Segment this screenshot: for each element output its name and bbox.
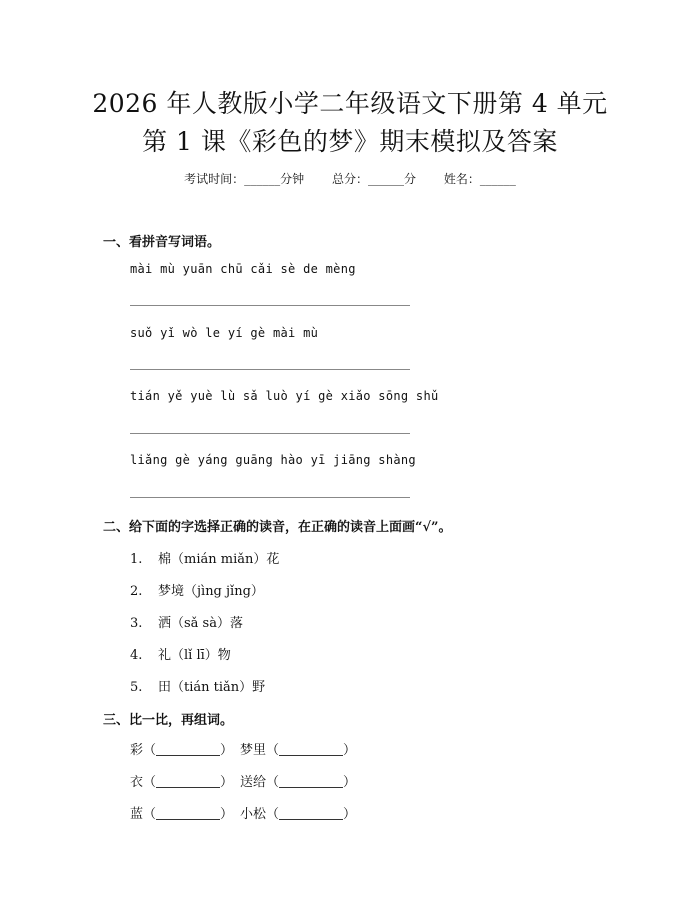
reading-choice-item[interactable] [130, 612, 243, 631]
open-paren: （ [266, 743, 280, 758]
close-paren: ） [220, 743, 234, 758]
open-paren: （ [266, 807, 280, 822]
close-paren: ） [343, 775, 357, 790]
pinyin-item-1: mài mù yuān chū cǎi sè de mèng [130, 262, 356, 276]
answer-line-1[interactable] [130, 305, 410, 306]
section-3-heading: 三、比一比，再组词。 [103, 713, 234, 728]
page-title-line-1: 2026 年人教版小学二年级语文下册第 4 单元 [92, 89, 608, 118]
word-blank[interactable] [279, 742, 343, 756]
compare-word-right [240, 739, 356, 758]
pinyin-item-4: liǎng gè yáng guāng hào yī jiāng shàng [130, 453, 416, 467]
char-label: 蓝 [130, 807, 144, 822]
item-number: 1. [130, 552, 143, 567]
reading-choice-item[interactable] [130, 580, 264, 599]
item-number: 2. [130, 584, 143, 599]
exam-time-field: 考试时间：______分钟 [184, 172, 305, 186]
compare-word-left [130, 803, 233, 822]
page-title-line-2: 第 1 课《彩色的梦》期末模拟及答案 [142, 127, 558, 156]
open-paren: （ [266, 775, 280, 790]
close-paren: ） [220, 775, 234, 790]
word-blank[interactable] [156, 806, 220, 820]
compare-word-right [240, 803, 356, 822]
item-text: 棉（mián miǎn）花 [158, 552, 280, 567]
item-text: 梦境（jìng jǐng） [158, 584, 264, 599]
total-score-field: 总分：______分 [331, 172, 416, 186]
item-number: 4. [130, 648, 143, 663]
pinyin-item-2: suǒ yǐ wò le yí gè mài mù [130, 326, 319, 340]
answer-line-2[interactable] [130, 369, 410, 370]
section-1-heading: 一、看拼音写词语。 [103, 235, 221, 250]
pinyin-item-3: tián yě yuè lù sǎ luò yí gè xiǎo sōng shǔ [130, 389, 439, 403]
compare-word-right [240, 771, 356, 790]
reading-choice-item[interactable] [130, 644, 231, 663]
section-2-heading: 二、给下面的字选择正确的读音，在正确的读音上面画“√”。 [103, 520, 452, 535]
student-name-field: 姓名：______ [443, 172, 516, 186]
item-number: 3. [130, 616, 143, 631]
char-label: 小松 [240, 807, 267, 822]
open-paren: （ [143, 807, 157, 822]
close-paren: ） [220, 807, 234, 822]
word-blank[interactable] [279, 774, 343, 788]
reading-choice-item[interactable] [130, 676, 265, 695]
reading-choice-item[interactable] [130, 548, 279, 567]
compare-word-left [130, 739, 233, 758]
open-paren: （ [143, 775, 157, 790]
item-number: 5. [130, 680, 143, 695]
exam-meta [0, 170, 700, 187]
word-blank[interactable] [156, 742, 220, 756]
open-paren: （ [143, 743, 157, 758]
word-blank[interactable] [279, 806, 343, 820]
close-paren: ） [343, 743, 357, 758]
close-paren: ） [343, 807, 357, 822]
char-label: 送给 [240, 775, 267, 790]
answer-line-4[interactable] [130, 497, 410, 498]
item-text: 洒（sǎ sà）落 [158, 616, 243, 631]
item-text: 田（tián tiǎn）野 [158, 680, 266, 695]
item-text: 礼（lǐ lī）物 [158, 648, 231, 663]
char-label: 梦里 [240, 743, 267, 758]
char-label: 彩 [130, 743, 144, 758]
compare-word-left [130, 771, 233, 790]
char-label: 衣 [130, 775, 144, 790]
word-blank[interactable] [156, 774, 220, 788]
answer-line-3[interactable] [130, 433, 410, 434]
